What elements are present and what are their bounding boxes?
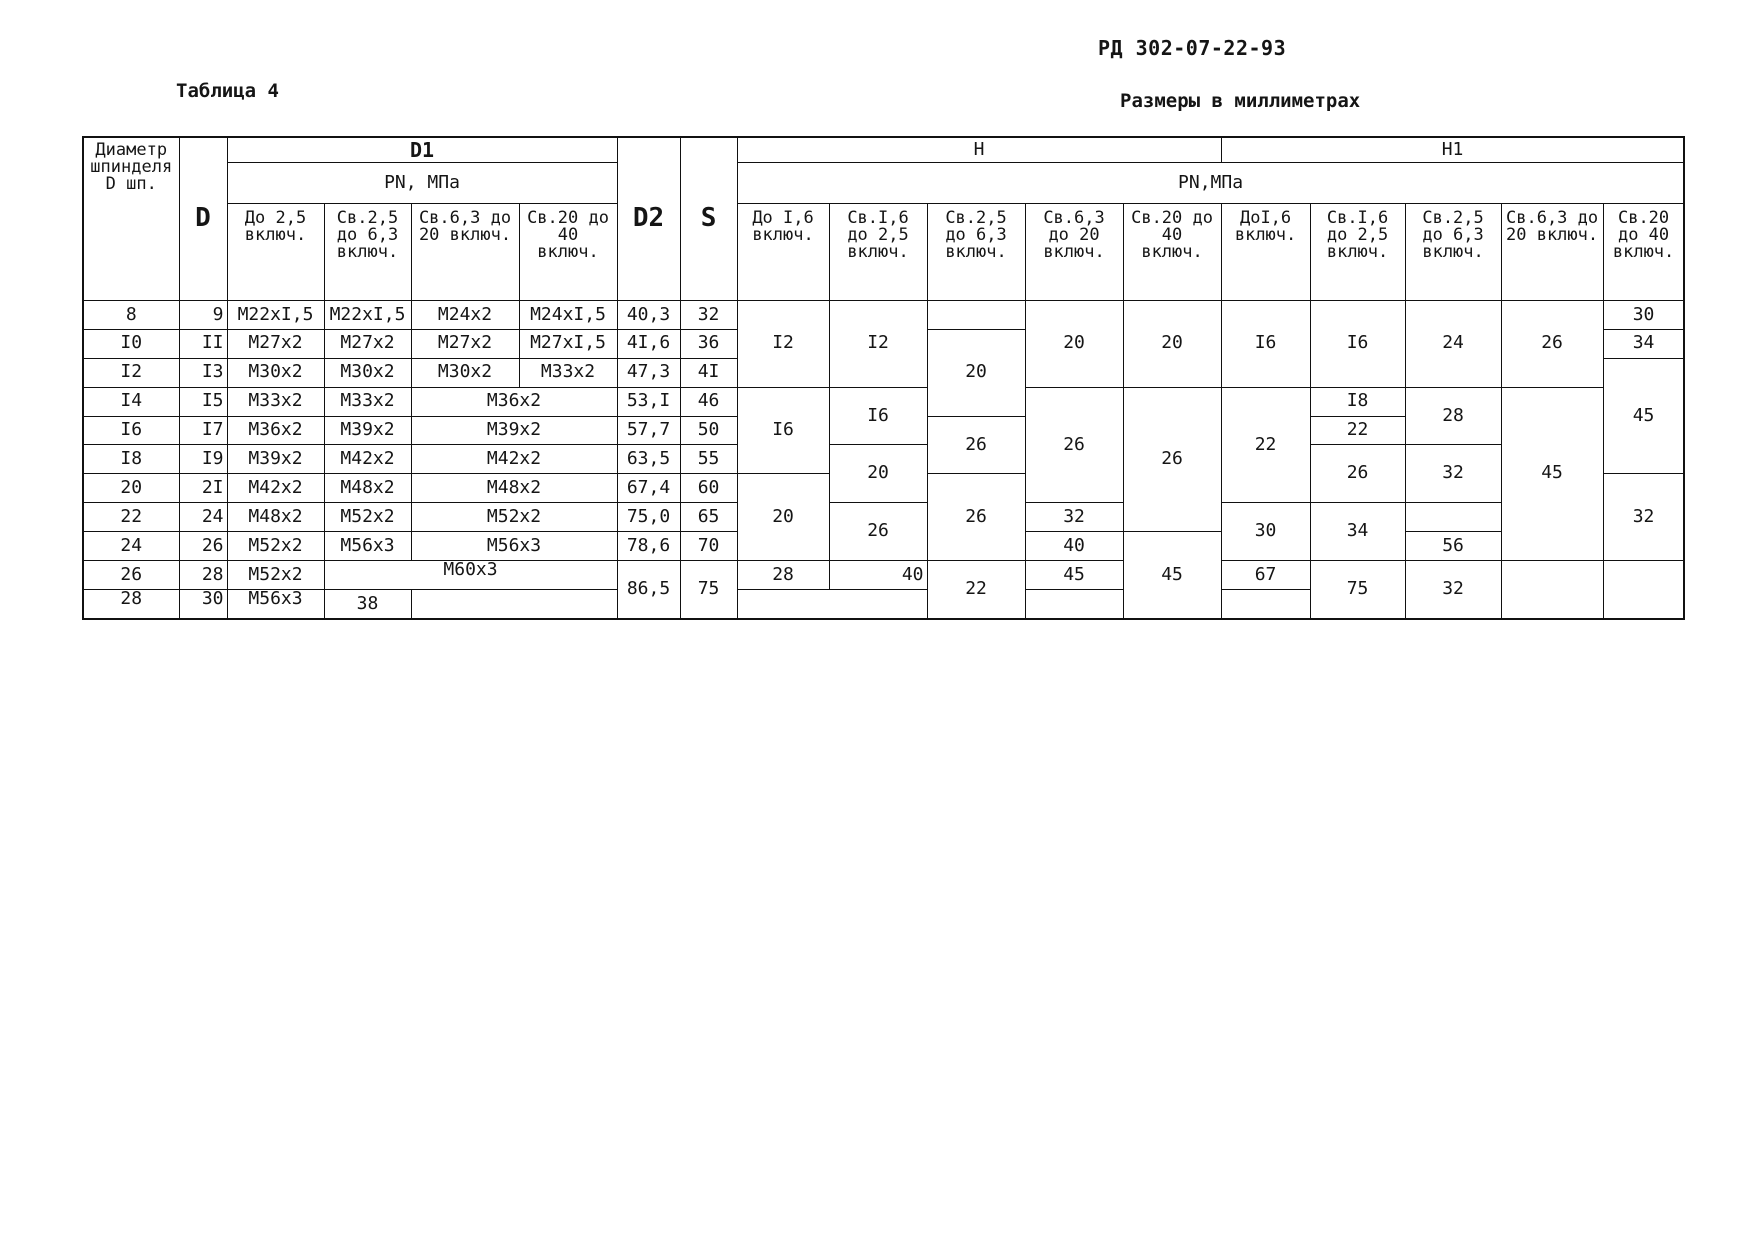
cell-D: I9 (179, 445, 227, 474)
cell-D: 24 (179, 503, 227, 532)
cell-spindle: 22 (83, 503, 179, 532)
header-D2: D2 (617, 137, 680, 301)
cell-S: 65 (680, 503, 737, 532)
cell-D2: 86,5 (617, 561, 680, 619)
cell-D2: 78,6 (617, 532, 680, 561)
cell-S: 32 (680, 301, 737, 330)
header-h1-sub: Св.20 до 40 включ. (1603, 204, 1684, 301)
header-spindle-diameter: Диаметр шпинделя D шп. (83, 137, 179, 301)
header-d1-sub: Св.2,5 до 6,3 включ. (324, 204, 411, 301)
cell-D: I7 (179, 416, 227, 445)
cell-h1: 26 (1501, 301, 1603, 388)
cell-h-empty (927, 301, 1025, 330)
cell-d1: M33x2 (227, 387, 324, 416)
cell-h1: I6 (1310, 301, 1405, 388)
cell-S: 55 (680, 445, 737, 474)
header-h-sub: Св.20 до 40 включ. (1123, 204, 1221, 301)
cell-h1: 26 (927, 474, 1025, 561)
cell-S: 46 (680, 387, 737, 416)
header-D1: D1 (227, 137, 617, 163)
cell-h1: 45 (1603, 358, 1684, 474)
cell-h1: 56 (1405, 532, 1501, 561)
cell-h: I2 (829, 301, 927, 388)
cell-h (1603, 561, 1684, 619)
cell-spindle: I2 (83, 358, 179, 387)
header-D: D (179, 137, 227, 301)
cell-d1: M27x2 (227, 329, 324, 358)
cell-d1: M36x2 (227, 416, 324, 445)
cell-d1: M56x3 (227, 589, 324, 619)
cell-D2: 53,I (617, 387, 680, 416)
cell-spindle: 24 (83, 532, 179, 561)
cell-h1: 38 (324, 589, 411, 619)
cell-D2: 57,7 (617, 416, 680, 445)
cell-d1: M22xI,5 (227, 301, 324, 330)
units-note: Размеры в миллиметрах (1120, 90, 1361, 112)
cell-h: 32 (1603, 474, 1684, 561)
cell-d1: M39x2 (411, 416, 617, 445)
cell-D: 2I (179, 474, 227, 503)
cell-d1: M42x2 (227, 474, 324, 503)
cell-h: 26 (1123, 387, 1221, 531)
cell-h1: I6 (1221, 301, 1310, 388)
cell-spindle: I4 (83, 387, 179, 416)
cell-d1: M39x2 (324, 416, 411, 445)
cell-h: 45 (1123, 532, 1221, 619)
cell-h: 20 (829, 445, 927, 503)
cell-d1: M48x2 (411, 474, 617, 503)
cell-d1: M56x3 (324, 532, 411, 561)
cell-d1: M30x2 (324, 358, 411, 387)
cell-h1: 32 (1405, 445, 1501, 503)
cell-h: 40 (829, 561, 927, 590)
header-S: S (680, 137, 737, 301)
cell-d1: M30x2 (411, 358, 519, 387)
cell-spindle: 26 (83, 561, 179, 590)
header-h1-sub: Св.I,6 до 2,5 включ. (1310, 204, 1405, 301)
header-h-sub: Св.2,5 до 6,3 включ. (927, 204, 1025, 301)
cell-D2: 40,3 (617, 301, 680, 330)
header-d1-sub: Св.20 до 40 включ. (519, 204, 617, 301)
cell-h1: 22 (1221, 387, 1310, 503)
cell-S: 75 (680, 561, 737, 619)
cell-spindle: I6 (83, 416, 179, 445)
cell-D2: 47,3 (617, 358, 680, 387)
cell-d1: M27xI,5 (519, 329, 617, 358)
cell-S: 70 (680, 532, 737, 561)
cell-h: 20 (737, 474, 829, 561)
header-H1: H1 (1221, 137, 1684, 163)
cell-d1: M33x2 (324, 387, 411, 416)
header-d1-sub: Св.6,3 до 20 включ. (411, 204, 519, 301)
cell-d1: M42x2 (411, 445, 617, 474)
cell-d1: M33x2 (519, 358, 617, 387)
cell-d1: M27x2 (324, 329, 411, 358)
cell-d1: M52x2 (227, 532, 324, 561)
cell-h1: 75 (1310, 561, 1405, 619)
cell-h: 20 (1123, 301, 1221, 388)
cell-S: 60 (680, 474, 737, 503)
cell-S: 36 (680, 329, 737, 358)
cell-D: 30 (179, 589, 227, 619)
cell-h1: I8 (1310, 387, 1405, 416)
cell-d1: M22xI,5 (324, 301, 411, 330)
cell-d1: M39x2 (227, 445, 324, 474)
cell-h: 20 (1025, 301, 1123, 388)
cell-spindle: I0 (83, 329, 179, 358)
cell-d1: M52x2 (411, 503, 617, 532)
dimensions-table (82, 136, 1685, 620)
cell-D: II (179, 329, 227, 358)
cell-D: 26 (179, 532, 227, 561)
cell-h: 22 (927, 561, 1025, 619)
cell-D: I3 (179, 358, 227, 387)
header-h1-sub: ДоI,6 включ. (1221, 204, 1310, 301)
header-pn-d1: PN, МПа (227, 163, 617, 204)
cell-h: I6 (829, 387, 927, 445)
cell-d1: M24xI,5 (519, 301, 617, 330)
cell-h1: 45 (1501, 387, 1603, 560)
header-d1-sub: До 2,5 включ. (227, 204, 324, 301)
cell-d1: M30x2 (227, 358, 324, 387)
cell-spindle: 8 (83, 301, 179, 330)
cell-spindle: I8 (83, 445, 179, 474)
cell-h (1501, 561, 1603, 619)
cell-h1: 67 (1221, 561, 1310, 590)
table-caption: Таблица 4 (176, 80, 279, 102)
cell-D: I5 (179, 387, 227, 416)
header-h-sub: Св.6,3 до 20 включ. (1025, 204, 1123, 301)
cell-h: I2 (737, 301, 829, 388)
cell-S: 50 (680, 416, 737, 445)
cell-d1: M36x2 (411, 387, 617, 416)
cell-h1: 30 (1221, 503, 1310, 561)
cell-h1: 28 (1405, 387, 1501, 445)
cell-d1: M52x2 (227, 561, 324, 590)
cell-d1: M48x2 (324, 474, 411, 503)
cell-h1: 24 (1405, 301, 1501, 388)
cell-d1: M48x2 (227, 503, 324, 532)
cell-d1: M52x2 (324, 503, 411, 532)
header-h-sub: До I,6 включ. (737, 204, 829, 301)
header-h-sub: Св.I,6 до 2,5 включ. (829, 204, 927, 301)
cell-S: 4I (680, 358, 737, 387)
cell-h1: 34 (1603, 329, 1684, 358)
header-H: H (737, 137, 1221, 163)
cell-h: I6 (737, 387, 829, 474)
cell-h: 26 (829, 503, 927, 561)
header-pn-h: PN,МПа (737, 163, 1684, 204)
cell-h1: 34 (1310, 503, 1405, 561)
cell-d1: M42x2 (324, 445, 411, 474)
cell-h: 32 (1405, 561, 1501, 619)
cell-d1: M56x3 (411, 532, 617, 561)
header-h1-sub: Св.6,3 до 20 включ. (1501, 204, 1603, 301)
cell-h: 45 (1025, 561, 1123, 590)
cell-h: 26 (927, 416, 1025, 474)
cell-h: 32 (1025, 503, 1123, 532)
cell-D2: 63,5 (617, 445, 680, 474)
cell-h: 28 (737, 561, 829, 590)
cell-h1: 22 (1310, 416, 1405, 445)
cell-spindle: 28 (83, 589, 179, 619)
cell-spindle: 20 (83, 474, 179, 503)
cell-D: 28 (179, 561, 227, 590)
cell-D: 9 (179, 301, 227, 330)
header-h1-sub: Св.2,5 до 6,3 включ. (1405, 204, 1501, 301)
cell-D2: 67,4 (617, 474, 680, 503)
document-code: РД 302-07-22-93 (1098, 36, 1287, 60)
cell-d1: M60x3 (324, 561, 617, 590)
cell-h: 26 (1025, 387, 1123, 503)
cell-h: 40 (1025, 532, 1123, 561)
cell-h1: 30 (1603, 301, 1684, 330)
cell-h: 20 (927, 329, 1025, 416)
cell-h1: 26 (1310, 445, 1405, 503)
cell-D2: 4I,6 (617, 329, 680, 358)
cell-d1: M24x2 (411, 301, 519, 330)
cell-d1: M27x2 (411, 329, 519, 358)
cell-D2: 75,0 (617, 503, 680, 532)
